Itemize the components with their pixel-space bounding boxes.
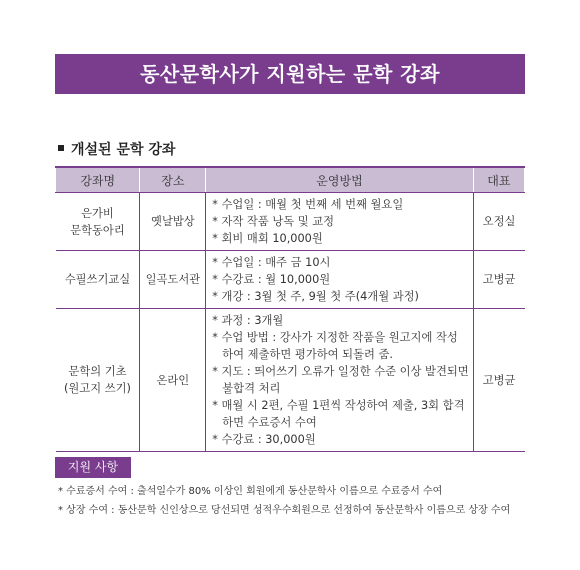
courses-table [55,166,525,452]
method-line: * 과정 : 3개월 [212,314,284,327]
method-line: * 수강료 : 30,000원 [212,433,316,446]
header-place: 장소 [140,167,206,193]
course-name-line: 문학동아리 [70,223,125,237]
method-line: * 개강 : 3월 첫 주, 9월 첫 주(4개월 과정) [212,290,419,303]
table-row [56,309,525,452]
course-name-cell [56,193,140,251]
header-method: 운영방법 [206,167,473,193]
table-header-row [56,167,525,193]
representative-cell: 고병균 [473,251,524,309]
header-course-name: 강좌명 [56,167,140,193]
place-cell: 온라인 [140,309,206,452]
method-line: * 매월 시 2편, 수필 1편씩 작성하여 제출, 3회 합격 [212,399,465,412]
table-row [56,251,525,309]
method-cell [206,193,473,251]
support-note: * 상장 수여 : 동산문학 신인상으로 당선되면 성적우수회원으로 선정하여 동산문학사 이름으로 상장 수여 [58,505,511,516]
course-name-cell [56,309,140,452]
method-line: 하여 제출하면 평가하여 되돌려 줌. [222,348,394,361]
place-cell: 옛날밥상 [140,193,206,251]
section-title [58,139,175,159]
representative-cell: 오정실 [473,193,524,251]
method-line: 하면 수료증서 수여 [222,416,317,429]
method-cell [206,251,473,309]
support-note: * 수료증서 수여 : 출석일수가 80% 이상인 회원에게 동산문학사 이름으로 수료증서 수여 [58,486,443,497]
page-banner-title: 동산문학사가 지원하는 문학 강좌 [55,54,525,94]
support-label: 지원 사항 [55,457,131,478]
header-representative: 대표 [473,167,524,193]
representative-cell: 고병균 [473,309,524,452]
method-line: * 지도 : 띄어쓰기 오류가 일정한 수준 이상 발견되면 [212,365,469,378]
course-name-line: 수필쓰기교실 [64,273,131,286]
course-name-cell [56,251,140,309]
course-name-line: (원고지 쓰기) [63,382,131,395]
support-notes [58,482,510,520]
method-line: 불합격 처리 [222,382,281,395]
method-line: * 회비 매회 10,000원 [212,232,323,245]
method-line: * 수강료 : 월 10,000원 [212,273,331,286]
method-line: * 수업 방법 : 강사가 지정한 작품을 원고지에 작성 [212,331,458,344]
course-name-line: 은가비 [81,206,114,220]
table-row [56,193,525,251]
course-name-line: 문학의 기초 [68,365,127,378]
method-cell [206,309,473,452]
method-line: * 자작 작품 낭독 및 교정 [212,215,335,228]
square-bullet-icon [58,145,64,151]
section-title-text: 개설된 문학 강좌 [71,142,176,158]
method-line: * 수업일 : 매월 첫 번째 세 번째 월요일 [212,198,404,211]
place-cell: 일곡도서관 [140,251,206,309]
method-line: * 수업일 : 매주 금 10시 [212,256,331,269]
